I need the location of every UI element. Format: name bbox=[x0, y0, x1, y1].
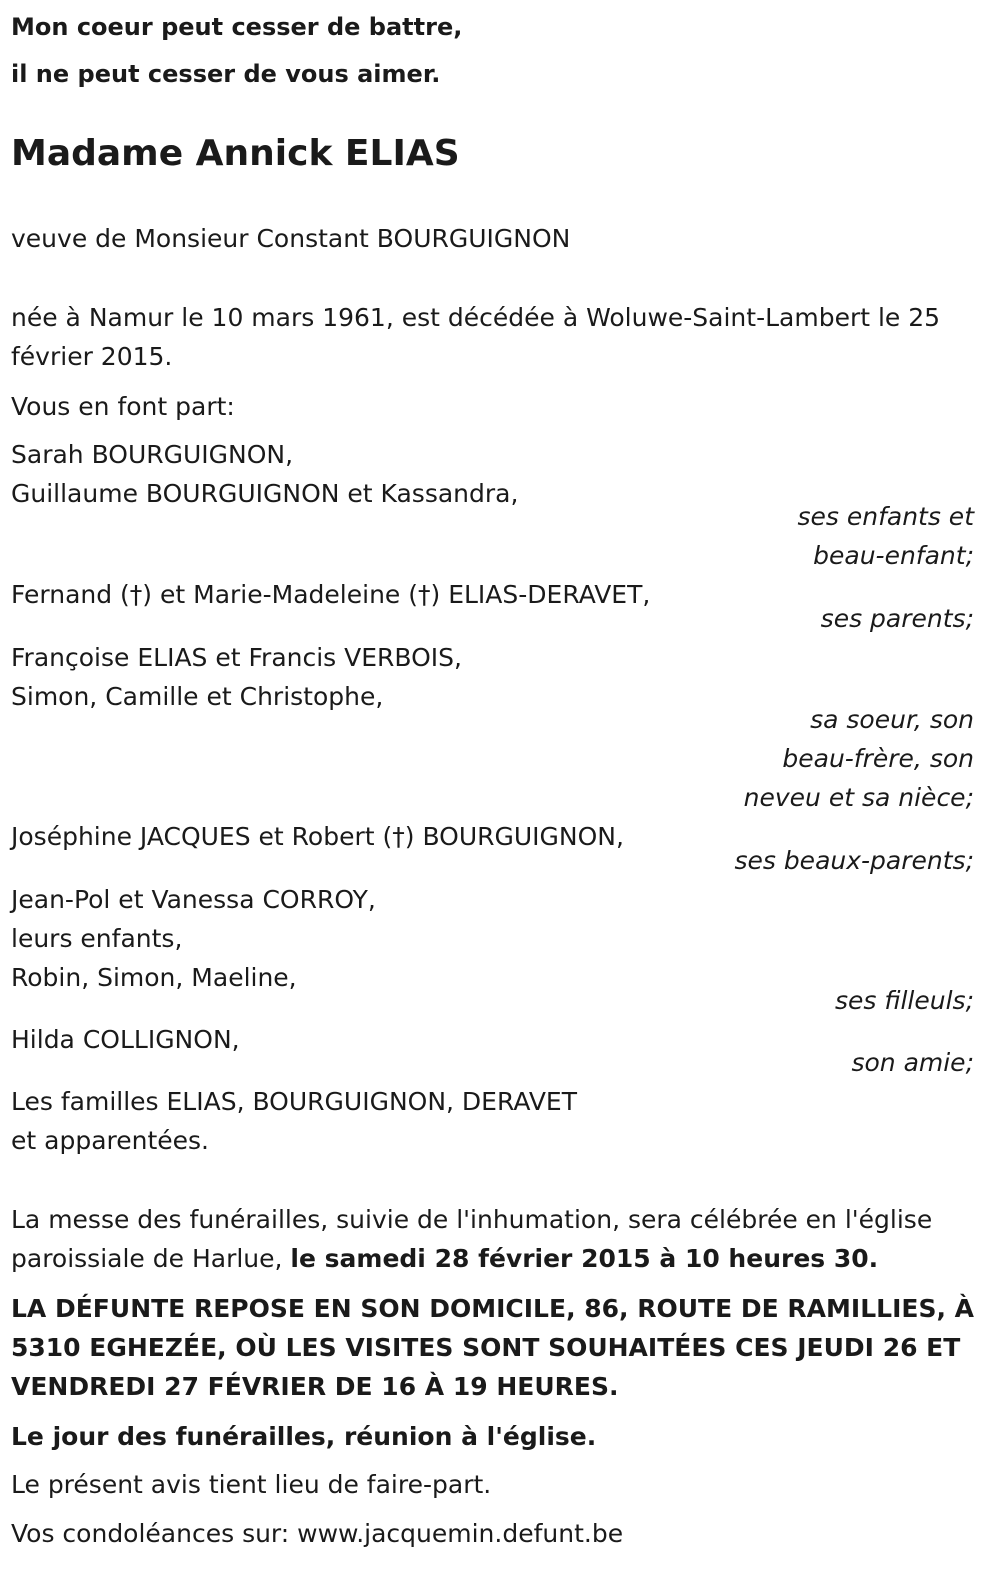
relation-line: ses filleuls; bbox=[834, 986, 974, 1015]
relation-line: sa soeur, son bbox=[810, 705, 974, 734]
family-name-line: Joséphine JACQUES et Robert (†) BOURGUIGNON, bbox=[11, 822, 624, 851]
relation-line: ses beaux-parents; bbox=[734, 846, 974, 875]
relation-line: beau-enfant; bbox=[813, 541, 974, 570]
family-name-line: Hilda COLLIGNON, bbox=[11, 1025, 240, 1054]
family-name-line: Françoise ELIAS et Francis VERBOIS, bbox=[11, 643, 463, 672]
family-name-line: Robin, Simon, Maeline, bbox=[11, 963, 297, 992]
family-name-line: et apparentées. bbox=[11, 1126, 209, 1155]
family-name-line: leurs enfants, bbox=[11, 924, 183, 953]
widow-of: veuve de Monsieur Constant BOURGUIGNON bbox=[11, 224, 571, 253]
meeting-info: Le jour des funérailles, réunion à l'église. bbox=[11, 1422, 597, 1451]
family-name-line: Jean-Pol et Vanessa CORROY, bbox=[11, 885, 376, 914]
epitaph-line-1: Mon coeur peut cesser de battre, bbox=[11, 13, 463, 41]
birth-death: née à Namur le 10 mars 1961, est décédée à Woluwe-Saint-Lambert le 25 février 2015. bbox=[11, 303, 941, 371]
relation-line: ses parents; bbox=[820, 604, 974, 633]
relation-line: ses enfants et bbox=[797, 502, 974, 531]
family-name-line: Les familles ELIAS, BOURGUIGNON, DERAVET bbox=[11, 1087, 577, 1116]
family-name-line: Guillaume BOURGUIGNON et Kassandra, bbox=[11, 479, 519, 508]
family-name-line: Fernand (†) et Marie-Madeleine (†) ELIAS-DERAVET, bbox=[11, 580, 651, 609]
family-name-line: Simon, Camille et Christophe, bbox=[11, 682, 384, 711]
funeral-info bbox=[11, 1200, 986, 1278]
condolences: Vos condoléances sur: www.jacquemin.defunt.be bbox=[11, 1519, 624, 1548]
family-name-line: Sarah BOURGUIGNON, bbox=[11, 440, 294, 469]
relation-line: beau-frère, son bbox=[782, 744, 974, 773]
relation-line: son amie; bbox=[851, 1048, 974, 1077]
funeral-date: le samedi 28 février 2015 à 10 heures 30. bbox=[290, 1244, 879, 1273]
funeral-text: La messe des funérailles, suivie de l'inhumation, sera célébrée en l'église paroissiale de Harlue, bbox=[11, 1205, 933, 1273]
deceased-name: Madame Annick ELIAS bbox=[11, 133, 460, 174]
visits-info: LA DÉFUNTE REPOSE EN SON DOMICILE, 86, ROUTE DE RAMILLIES, À 5310 EGHEZÉE, OÙ LES VISITES SONT SOUHAITÉES CES JEUDI 26 ET VENDREDI 27 FÉVRIER DE 16 À 19 HEURES. bbox=[11, 1294, 975, 1401]
intro: Vous en font part: bbox=[11, 392, 235, 421]
notice: Le présent avis tient lieu de faire-part. bbox=[11, 1470, 492, 1499]
relation-line: neveu et sa nièce; bbox=[743, 783, 974, 812]
epitaph-line-2: il ne peut cesser de vous aimer. bbox=[11, 60, 441, 88]
